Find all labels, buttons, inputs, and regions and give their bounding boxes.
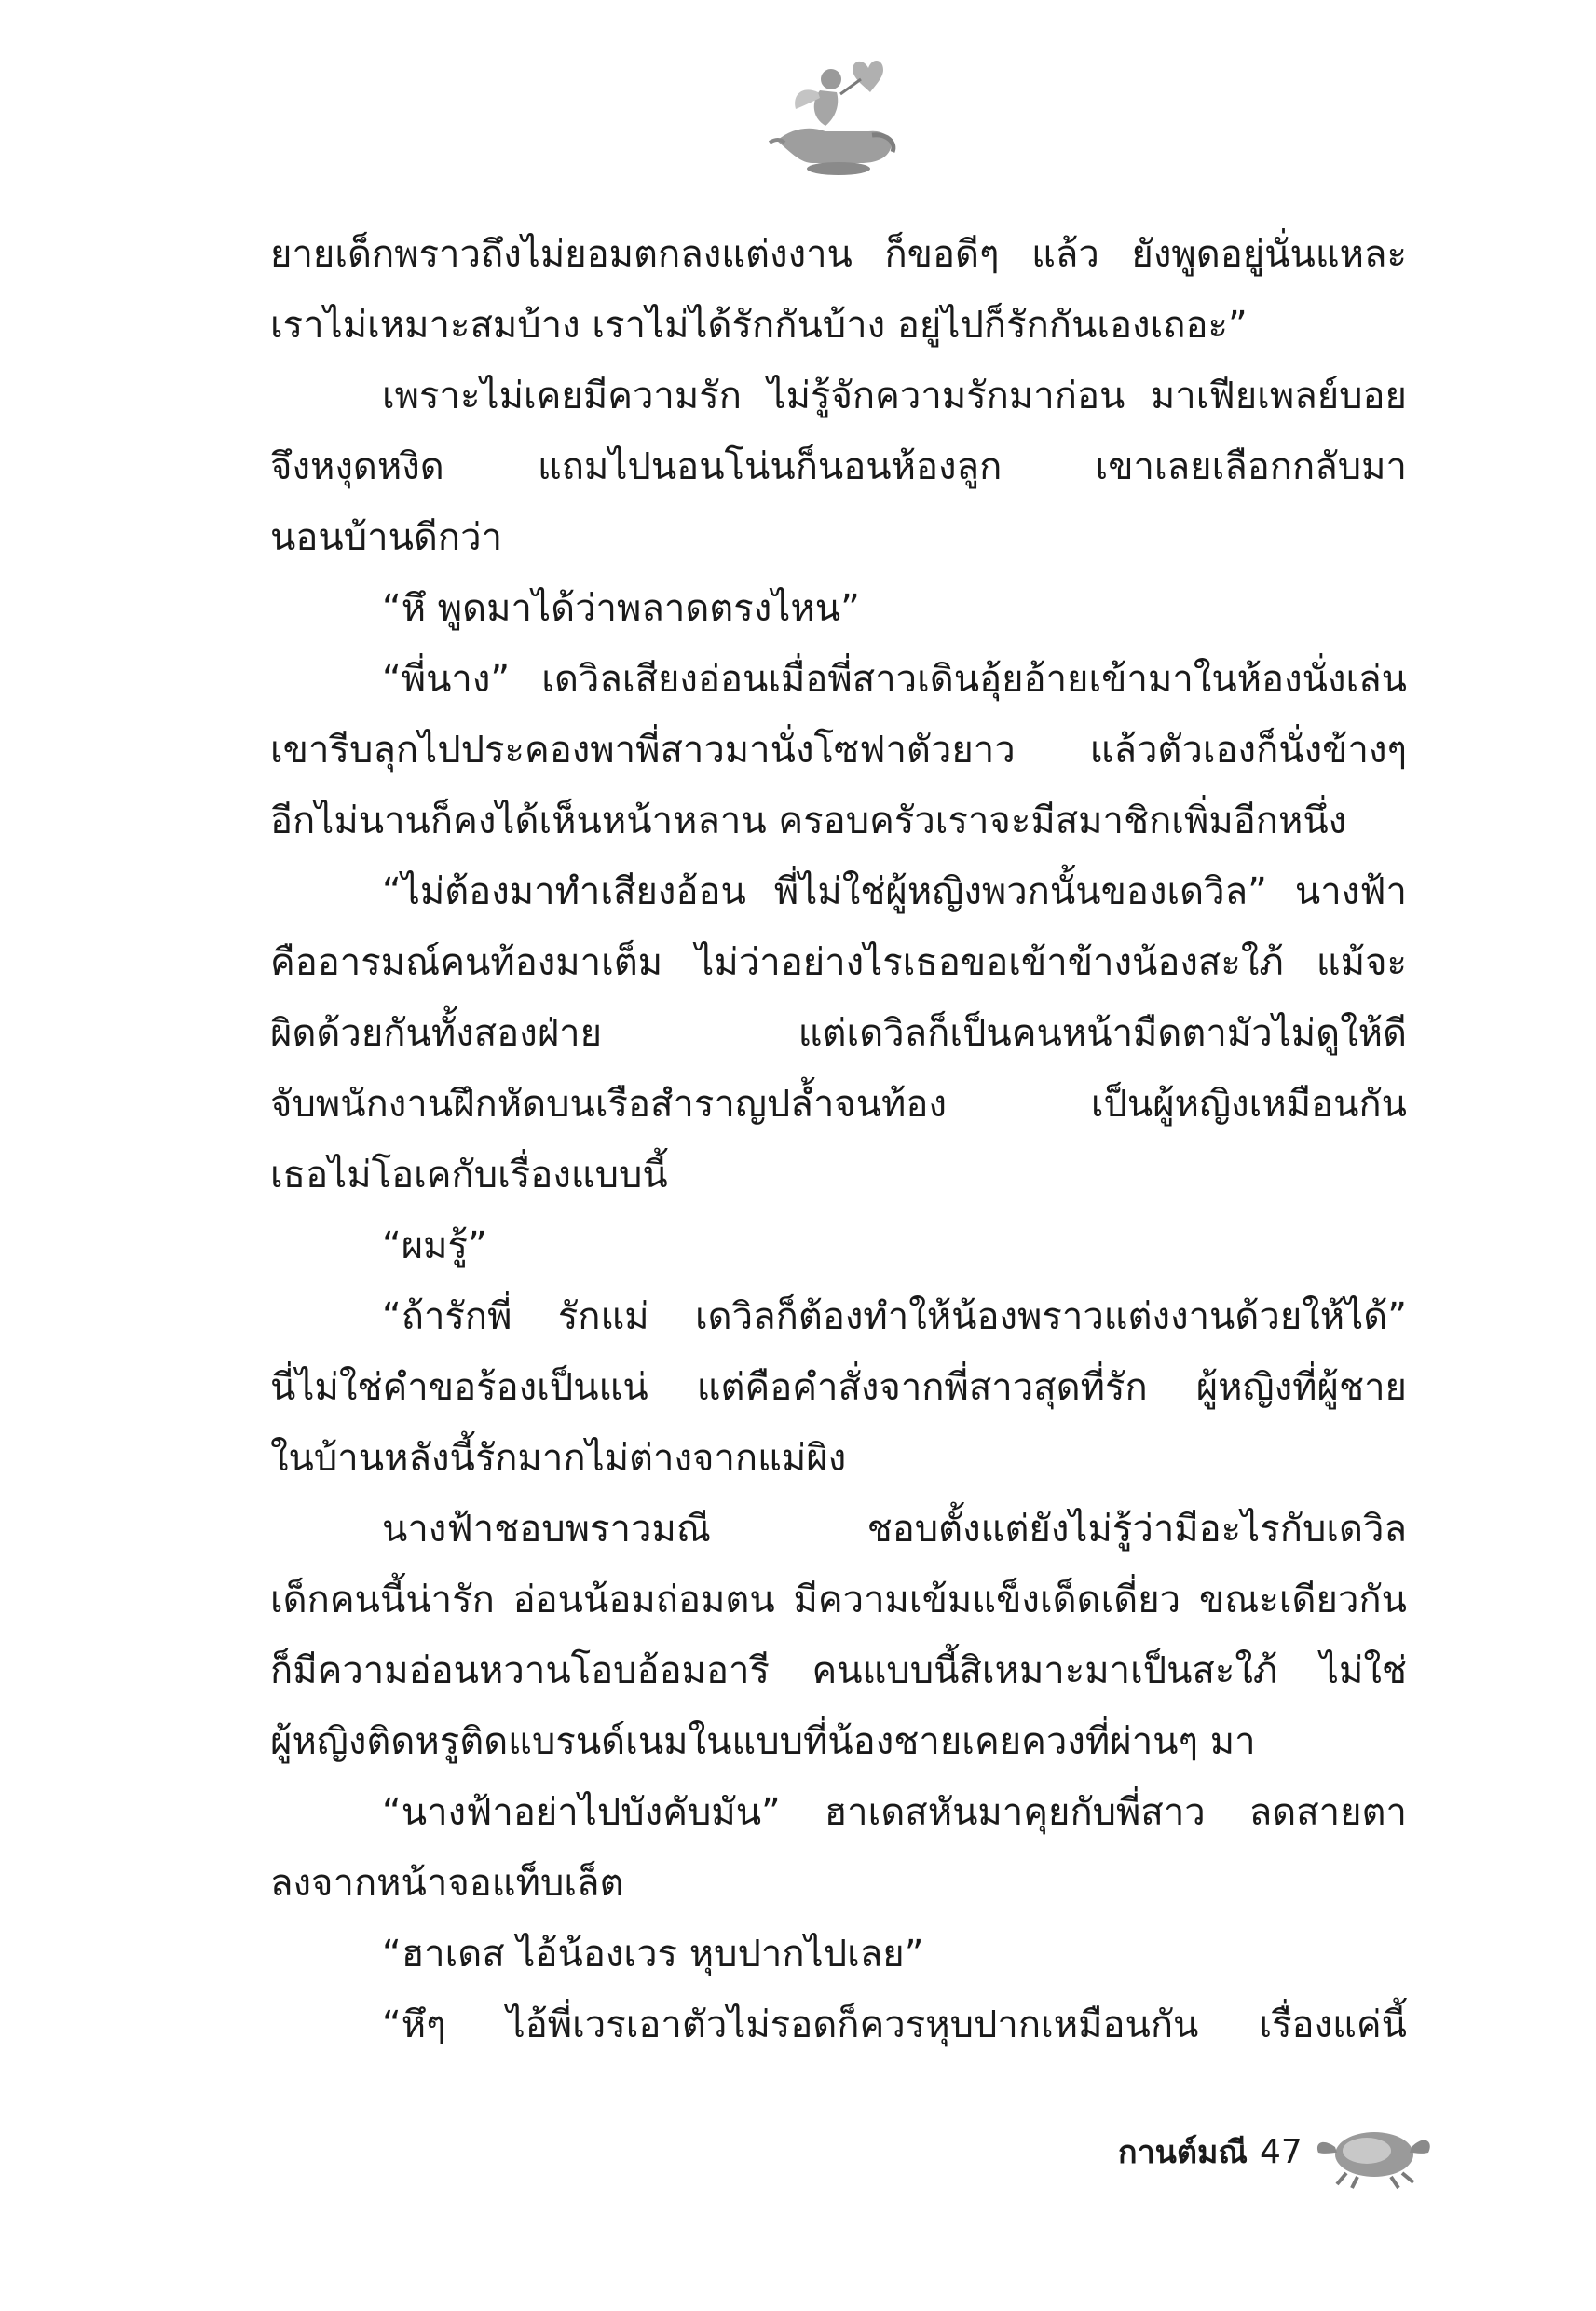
text-line: ผู้หญิงติดหรูติดแบรนด์เนมในแบบที่น้องชายเคยควงที่ผ่านๆ มา — [270, 1720, 1256, 1763]
text-line: เราไม่เหมาะสมบ้าง เราไม่ได้รักกันบ้าง อยู่ไปก็รักกันเองเถอะ” — [270, 304, 1248, 347]
text-line: เพราะไม่เคยมีความรัก ไม่รู้จักความรักมาก่อน มาเฟียเพลย์บอย — [382, 375, 1407, 417]
text-line: “ผมรู้” — [382, 1224, 487, 1267]
text-line: ในบ้านหลังนี้รักมากไม่ต่างจากแม่ผิง — [270, 1437, 847, 1480]
cupid-teapot-ornament-icon — [764, 51, 904, 182]
text-line: นางฟ้าชอบพราวมณี ชอบตั้งแต่ยังไม่รู้ว่ามีอะไรกับเดวิล — [382, 1508, 1407, 1551]
text-line: จับพนักงานฝึกหัดบนเรือสำราญปล้ำจนท้อง เป็นผู้หญิงเหมือนกัน — [270, 1083, 1407, 1126]
text-line: อีกไม่นานก็คงได้เห็นหน้าหลาน ครอบครัวเราจะมีสมาชิกเพิ่มอีกหนึ่ง — [270, 800, 1347, 842]
text-line: “พี่นาง” เดวิลเสียงอ่อนเมื่อพี่สาวเดินอุ้ยอ้ายเข้ามาในห้องนั่งเล่น — [382, 658, 1407, 701]
text-line: จึงหงุดหงิด แถมไปนอนโน่นก็นอนห้องลูก เขาเลยเลือกกลับมา — [270, 445, 1407, 488]
text-line: “นางฟ้าอย่าไปบังคับมัน” ฮาเดสหันมาคุยกับพี่สาว ลดสายตา — [382, 1791, 1407, 1834]
crab-ornament-icon — [1309, 2115, 1435, 2190]
text-line: นี่ไม่ใช่คำขอร้องเป็นแน่ แต่คือคำสั่งจากพี่สาวสุดที่รัก ผู้หญิงที่ผู้ชาย — [270, 1366, 1407, 1409]
text-line: คืออารมณ์คนท้องมาเต็ม ไม่ว่าอย่างไรเธอขอเข้าข้างน้องสะใภ้ แม้จะ — [270, 941, 1407, 984]
body-text — [270, 219, 1407, 2060]
text-line: ผิดด้วยกันทั้งสองฝ่าย แต่เดวิลก็เป็นคนหน้ามืดตามัวไม่ดูให้ดี — [270, 1012, 1407, 1055]
text-line: “ฮาเดส ไอ้น้องเวร หุบปากไปเลย” — [382, 1933, 924, 1976]
text-line: เด็กคนนี้น่ารัก อ่อนน้อมถ่อมตน มีความเข้มแข็งเด็ดเดี่ยว ขณะเดียวกัน — [270, 1579, 1407, 1621]
book-title: กานต์มณี — [1118, 2134, 1248, 2171]
text-line: “ไม่ต้องมาทำเสียงอ้อน พี่ไม่ใช่ผู้หญิงพวกนั้นของเดวิล” นางฟ้า — [382, 870, 1407, 913]
text-line: “หึ พูดมาได้ว่าพลาดตรงไหน” — [382, 587, 860, 630]
text-line: เขารีบลุกไปประคองพาพี่สาวมานั่งโซฟาตัวยาว แล้วตัวเองก็นั่งข้างๆ — [270, 729, 1407, 772]
text-line: เธอไม่โอเคกับเรื่องแบบนี้ — [270, 1154, 668, 1197]
text-line: “หึๆ ไอ้พี่เวรเอาตัวไม่รอดก็ควรหุบปากเหมือนกัน เรื่องแค่นี้ — [382, 2003, 1407, 2046]
text-line: นอนบ้านดีกว่า — [270, 516, 503, 559]
text-line: “ถ้ารักพี่ รักแม่ เดวิลก็ต้องทำให้น้องพราวแต่งงานด้วยให้ได้” — [382, 1295, 1407, 1338]
text-line: ยายเด็กพราวถึงไม่ยอมตกลงแต่งงาน ก็ขอดีๆ แล้ว ยังพูดอยู่นั่นแหละ — [270, 233, 1407, 276]
text-line: ลงจากหน้าจอแท็บเล็ต — [270, 1862, 624, 1905]
text-line: ก็มีความอ่อนหวานโอบอ้อมอารี คนแบบนี้สิเหมาะมาเป็นสะใภ้ ไม่ใช่ — [270, 1649, 1407, 1692]
page-number: 47 — [1260, 2133, 1303, 2171]
